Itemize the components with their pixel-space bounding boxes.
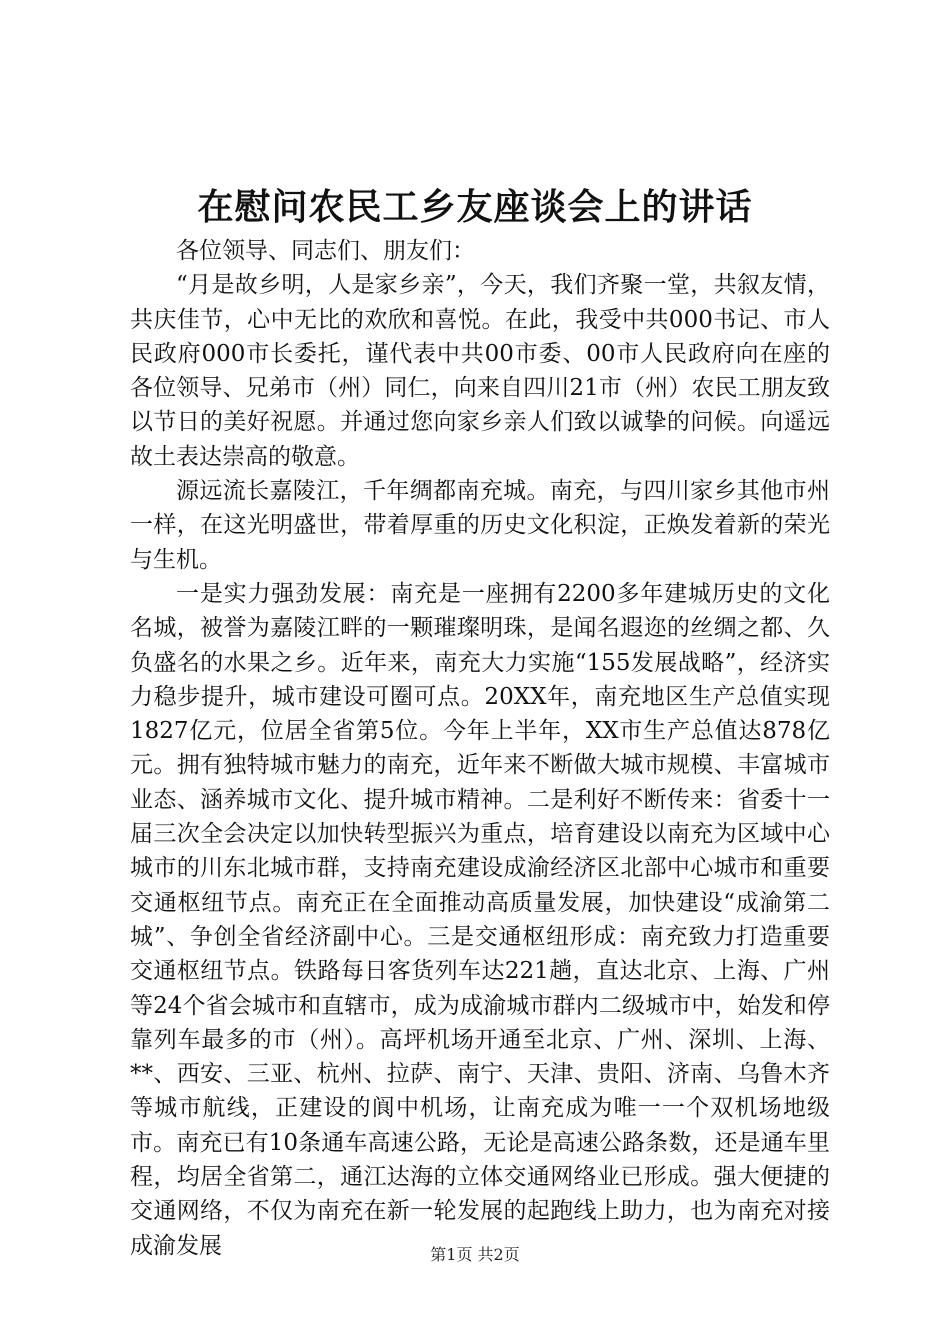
paragraph: 一是实力强劲发展：南充是一座拥有2200多年建城历史的文化名城，被誉为嘉陵江畔的一颗璀璨明珠，是闻名遐迩的丝绸之都、久负盛名的水果之乡。近年来，南充大力实施“155发展战略”，经济实力稳步提升，城市建设可圈可点。20XX年，南充地区生产总值实现1827亿元，位居全省第5位。今年上半年，XX市生产总值达878亿元。拥有独特城市魅力的南充，近年来不断做大城市规模、丰富城市业态、涵养城市文化、提升城市精神。二是利好不断传来：省委十一届三次全会决定以加快转型振兴为重点，培育建设以南充为区域中心城市的川东北城市群，支持南充建设成渝经济区北部中心城市和重要交通枢纽节点。南充正在全面推动高质量发展，加快建设“成渝第二城”、争创全省经济副中心。三是交通枢纽形成：南充致力打造重要交通枢纽节点。铁路每日客货列车达221趟，直达北京、上海、广州等24个省会城市和直辖市，成为成渝城市群内二级城市中，始发和停靠列车最多的市（州）。高坪机场开通至北京、广州、深圳、上海、**、西安、三亚、杭州、拉萨、南宁、天津、贵阳、济南、乌鲁木齐等城市航线，正建设的阆中机场，让南充成为唯一一个双机场地级市。南充已有10条通车高速公路，无论是高速公路条数，还是通车里程，均居全省第二，通江达海的立体交通网络业已形成。强大便捷的交通网络，不仅为南充在新一轮发展的起跑线上助力，也为南充对接成渝发展 <box>130 580 830 1259</box>
paragraph: 源远流长嘉陵江，千年绸都南充城。南充，与四川家乡其他市州一样，在这光明盛世，带着厚重的历史文化积淀，正焕发着新的荣光与生机。 <box>130 478 830 573</box>
page-title: 在慰问农民工乡友座谈会上的讲话 <box>197 186 753 228</box>
page-footer: 第1页 共2页 <box>430 1245 520 1264</box>
paragraph: “月是故乡明，人是家乡亲”，今天，我们齐聚一堂，共叙友情，共庆佳节，心中无比的欢欣和喜悦。在此，我受中共000书记、市人民政府000市长委托，谨代表中共00市委、00市人民政府向在座的各位领导、兄弟市（州）同仁，向来自四川21市（州）农民工朋友致以节日的美好祝愿。并通过您向家乡亲人们致以诚挚的问候。向遥远故土表达崇高的敬意。 <box>130 272 830 470</box>
salutation: 各位领导、同志们、朋友们： <box>176 238 475 264</box>
document-body <box>130 234 830 1263</box>
